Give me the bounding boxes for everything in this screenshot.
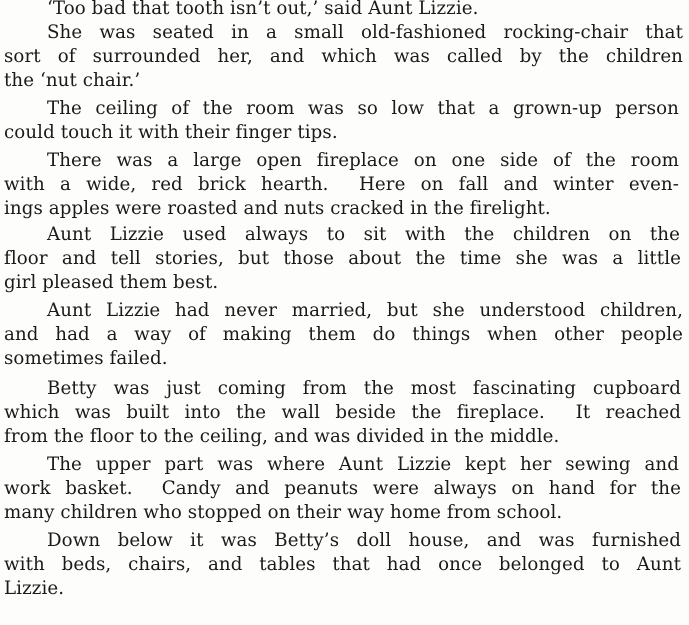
- text-line: work basket. Candy and peanuts were always on hand for the: [4, 478, 681, 499]
- text-line: ‘Too bad that tooth isn’t out,’ said Aunt Lizzie.: [47, 0, 479, 19]
- text-line: The upper part was where Aunt Lizzie kept her sewing and: [47, 454, 679, 475]
- text-line: floor and tell stories, but those about the time she was a little: [4, 248, 681, 269]
- text-line: with beds, chairs, and tables that had once belonged to Aunt: [4, 554, 681, 575]
- text-line: Lizzie.: [4, 578, 65, 599]
- text-line: The ceiling of the room was so low that a grown-up person: [47, 98, 679, 119]
- text-line: could touch it with their finger tips.: [4, 122, 338, 143]
- text-line: the ‘nut chair.’: [4, 70, 141, 91]
- text-line: Betty was just coming from the most fascinating cupboard: [47, 378, 681, 399]
- text-line: There was a large open fireplace on one side of the room: [47, 150, 679, 171]
- text-line: Aunt Lizzie had never married, but she understood children,: [47, 300, 683, 321]
- text-line: sort of surrounded her, and which was called by the children: [4, 46, 683, 67]
- text-line: She was seated in a small old-fashioned rocking-chair that: [47, 22, 683, 43]
- text-line: which was built into the wall beside the fireplace. It reached: [4, 402, 681, 423]
- text-line: ings apples were roasted and nuts cracked in the firelight.: [4, 198, 551, 219]
- text-line: from the floor to the ceiling, and was divided in the middle.: [4, 426, 560, 447]
- text-line: and had a way of making them do things when other people: [4, 324, 683, 345]
- text-line: girl pleased them best.: [4, 272, 219, 293]
- text-line: Down below it was Betty’s doll house, and was furnished: [47, 530, 681, 551]
- text-line: Aunt Lizzie used always to sit with the children on the: [47, 224, 680, 245]
- text-line: sometimes failed.: [4, 348, 168, 369]
- text-line: many children who stopped on their way home from school.: [4, 502, 563, 523]
- text-line: with a wide, red brick hearth. Here on fall and winter even-: [4, 174, 679, 195]
